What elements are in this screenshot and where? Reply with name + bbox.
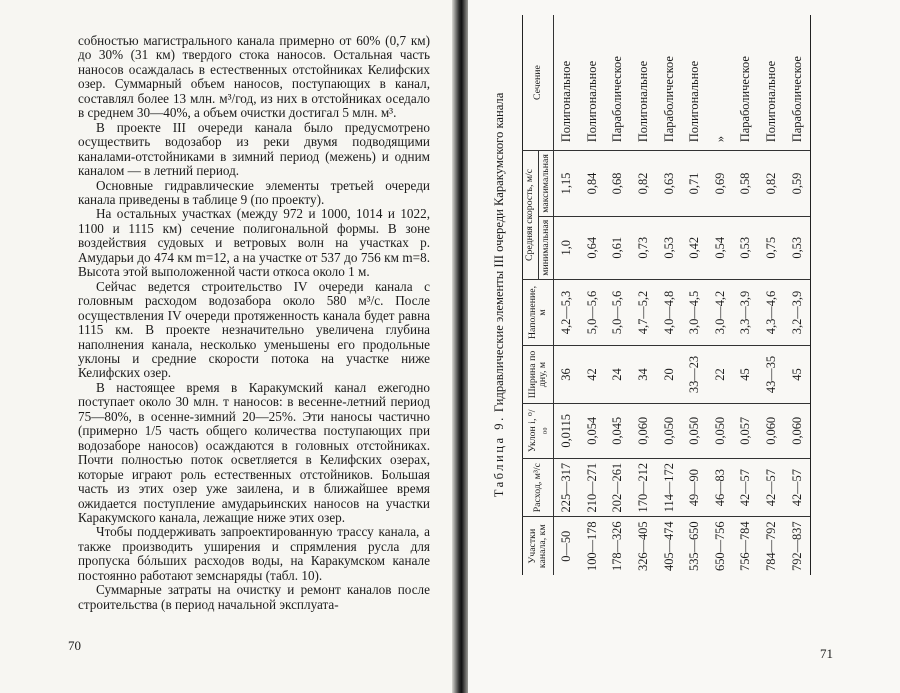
cell-bottom-width: 43—35 — [759, 346, 785, 403]
cell-slope: 0,057 — [733, 403, 759, 458]
cell-depth: 3,2—3,9 — [784, 279, 810, 346]
cell-velocity-max: 0,63 — [656, 151, 682, 217]
cell-cross-section: Полигональное — [559, 60, 574, 143]
cell-discharge: 42—57 — [733, 458, 759, 517]
cell-velocity-min: 0,54 — [708, 216, 734, 279]
table-row — [784, 15, 810, 575]
cell-velocity-min: 0,75 — [759, 216, 785, 279]
cell-slope: 0,054 — [580, 403, 606, 458]
cell-slope: 0,060 — [631, 403, 657, 458]
table-row — [708, 15, 734, 575]
header-velocity-max: максимальная — [538, 151, 554, 217]
cell-cross-section: Полигональное — [636, 60, 651, 143]
cell-cross-section: » — [712, 135, 727, 143]
cell-discharge: 42—57 — [784, 458, 810, 517]
left-page-text — [78, 34, 430, 612]
cell-slope: 0,050 — [682, 403, 708, 458]
cell-discharge: 210—271 — [580, 458, 606, 517]
cell-velocity-min: 0,61 — [605, 216, 631, 279]
cell-velocity-max: 0,84 — [580, 151, 606, 217]
cell-depth: 3,0—4,2 — [708, 279, 734, 346]
cell-depth: 3,0—4,5 — [682, 279, 708, 346]
page-number-right: 71 — [820, 646, 833, 661]
header-bottom-width: Ширина по дну, м — [523, 346, 554, 403]
hydraulic-elements-table — [522, 15, 811, 575]
book-gutter — [452, 0, 468, 693]
table-row — [631, 15, 657, 575]
header-slope: Уклон i, ⁰/₀₀ — [523, 403, 554, 458]
paragraph: Чтобы поддерживать запроектированную трассу канала, а также производить уширения и спрямления русла для пропуска бóльших расходов воды, на Каракумском канале постоянно работают земснаряды (табл. 10). — [78, 524, 430, 583]
cell-discharge: 114—172 — [656, 458, 682, 517]
cell-section: 756—784 — [733, 517, 759, 575]
cell-section: 792—837 — [784, 517, 810, 575]
cell-velocity-max: 0,58 — [733, 151, 759, 217]
cell-cross-section: Полигональное — [687, 60, 702, 143]
cell-depth: 4,7—5,2 — [631, 279, 657, 346]
cell-discharge: 202—261 — [605, 458, 631, 517]
cell-bottom-width: 45 — [784, 346, 810, 403]
cell-cross-section: Параболическое — [738, 56, 753, 143]
cell-slope: 0,0115 — [554, 403, 580, 458]
table-row — [656, 15, 682, 575]
table-caption-text: Гидравлические элементы III очереди Каракумского канала — [492, 92, 506, 413]
cell-section: 100—178 — [580, 517, 606, 575]
paragraph: Основные гидравлические элементы третьей очереди канала приведены в таблице 9 (по проекту). — [78, 177, 430, 207]
table-caption-prefix: Таблица 9. — [492, 415, 506, 498]
header-section: Участки канала, км — [523, 517, 554, 575]
table-body — [554, 15, 811, 575]
cell-section: 0—50 — [554, 517, 580, 575]
cell-depth: 3,3—3,9 — [733, 279, 759, 346]
cell-cross-section: Полигональное — [584, 60, 599, 143]
cell-depth: 4,0—4,8 — [656, 279, 682, 346]
header-discharge: Расход, м³/с — [523, 458, 554, 517]
cell-slope: 0,050 — [708, 403, 734, 458]
cell-depth: 5,0—5,6 — [605, 279, 631, 346]
cell-discharge: 225—317 — [554, 458, 580, 517]
cell-slope: 0,045 — [605, 403, 631, 458]
cell-depth: 4,3—4,6 — [759, 279, 785, 346]
cell-bottom-width: 45 — [733, 346, 759, 403]
rotated-table-block — [486, 15, 806, 575]
header-velocity-group: Средняя скорость, м/с — [523, 151, 539, 280]
table-row — [682, 15, 708, 575]
paragraph: На остальных участках (между 972 и 1000, 1014 и 1022, 1100 и 1115 км) сечение полигональной формы. В зоне воздействия судовых и ветровых волн на участках р. Амударьи до 474 км m=12, а на участке от 537 до 756 км m=8. Высота этой выположенной части откоса около 1 м. — [78, 206, 430, 280]
table-row — [759, 15, 785, 575]
header-depth: Наполнение, м — [523, 279, 554, 346]
cell-velocity-max: 0,69 — [708, 151, 734, 217]
cell-velocity-min: 1,0 — [554, 216, 580, 279]
table-row — [733, 15, 759, 575]
cell-velocity-min: 0,53 — [733, 216, 759, 279]
cell-velocity-min: 0,73 — [631, 216, 657, 279]
cell-slope: 0,050 — [656, 403, 682, 458]
cell-cross-section: Полигональное — [764, 60, 779, 143]
table-caption — [486, 15, 512, 575]
cell-slope: 0,060 — [759, 403, 785, 458]
cell-discharge: 46—83 — [708, 458, 734, 517]
cell-velocity-min: 0,53 — [784, 216, 810, 279]
cell-bottom-width: 33—23 — [682, 346, 708, 403]
cell-velocity-min: 0,42 — [682, 216, 708, 279]
paragraph: собностью магистрального канала примерно от 60% (0,7 км) до 30% (31 км) твердого стока наносов. Остальная часть наносов осаждалась в естественных отстойниках Келифских озер. Суммарный объем наносов, поступающих в канал, составлял более 13 млн. м³/год, из них в отстойниках оседало в среднем 30—40%, а объем очистки достигал 5 млн. м³. — [78, 33, 430, 121]
header-velocity-min: минимальная — [538, 216, 554, 279]
cell-discharge: 170—212 — [631, 458, 657, 517]
table-row — [580, 15, 606, 575]
cell-bottom-width: 34 — [631, 346, 657, 403]
cell-velocity-min: 0,64 — [580, 216, 606, 279]
cell-velocity-max: 0,82 — [631, 151, 657, 217]
cell-velocity-max: 0,68 — [605, 151, 631, 217]
cell-depth: 5,0—5,6 — [580, 279, 606, 346]
cell-section: 535—650 — [682, 517, 708, 575]
cell-bottom-width: 22 — [708, 346, 734, 403]
table-row — [605, 15, 631, 575]
cell-bottom-width: 24 — [605, 346, 631, 403]
cell-velocity-min: 0,53 — [656, 216, 682, 279]
cell-discharge: 49—90 — [682, 458, 708, 517]
paragraph: Суммарные затраты на очистку и ремонт каналов после строительства (в период начальной эксплуата- — [78, 582, 430, 612]
cell-depth: 4,2—5,3 — [554, 279, 580, 346]
table-row — [554, 15, 580, 575]
cell-section: 650—756 — [708, 517, 734, 575]
cell-bottom-width: 36 — [554, 346, 580, 403]
cell-velocity-max: 0,59 — [784, 151, 810, 217]
cell-velocity-max: 0,82 — [759, 151, 785, 217]
cell-section: 326—405 — [631, 517, 657, 575]
cell-slope: 0,060 — [784, 403, 810, 458]
cell-bottom-width: 20 — [656, 346, 682, 403]
cell-section: 784—792 — [759, 517, 785, 575]
paragraph: В настоящее время в Каракумский канал ежегодно поступает около 30 млн. т наносов: в весенне-летний период 75—80%, в осенне-зимний 20—25%. Эти наносы частично (примерно 1/5 часть общего количества поступающих при водозаборе наносов) осаждаются в головных отстойниках. Почти полностью поток осветляется в Келифских озерах, которые играют роль естественных отстойников. Большая часть из этих озер уже заилена, и в ближайшее время ожидается поступление амударьинских наносов на участки Каракумского канала, лежащие ниже этих озер. — [78, 379, 430, 525]
cell-cross-section: Параболическое — [784, 15, 810, 151]
right-page — [468, 0, 900, 693]
cell-discharge: 42—57 — [759, 458, 785, 517]
cell-section: 178—326 — [605, 517, 631, 575]
cell-bottom-width: 42 — [580, 346, 606, 403]
cell-section: 405—474 — [656, 517, 682, 575]
cell-cross-section: Параболическое — [661, 56, 676, 143]
cell-velocity-max: 1,15 — [554, 151, 580, 217]
cell-velocity-max: 0,71 — [682, 151, 708, 217]
header-cross-section: Сечение — [523, 15, 554, 151]
paragraph: В проекте III очереди канала было предусмотрено осуществить водозабор из реки двумя подводящими каналами-отстойниками в зимний период (межень) и одним каналом — в летний период. — [78, 119, 430, 179]
page-number-left: 70 — [68, 638, 81, 653]
paragraph: Сейчас ведется строительство IV очереди канала с головным расходом водозабора около 580 м³/с. После осуществления IV очереди протяженность канала будет равна 1115 км. В проекте незначительно увеличена глубина наполнения канала, несколько уменьшены его продольные уклоны и средние скорости потока на участке ниже Келифских озер. — [78, 278, 430, 381]
cell-cross-section: Параболическое — [610, 56, 625, 143]
